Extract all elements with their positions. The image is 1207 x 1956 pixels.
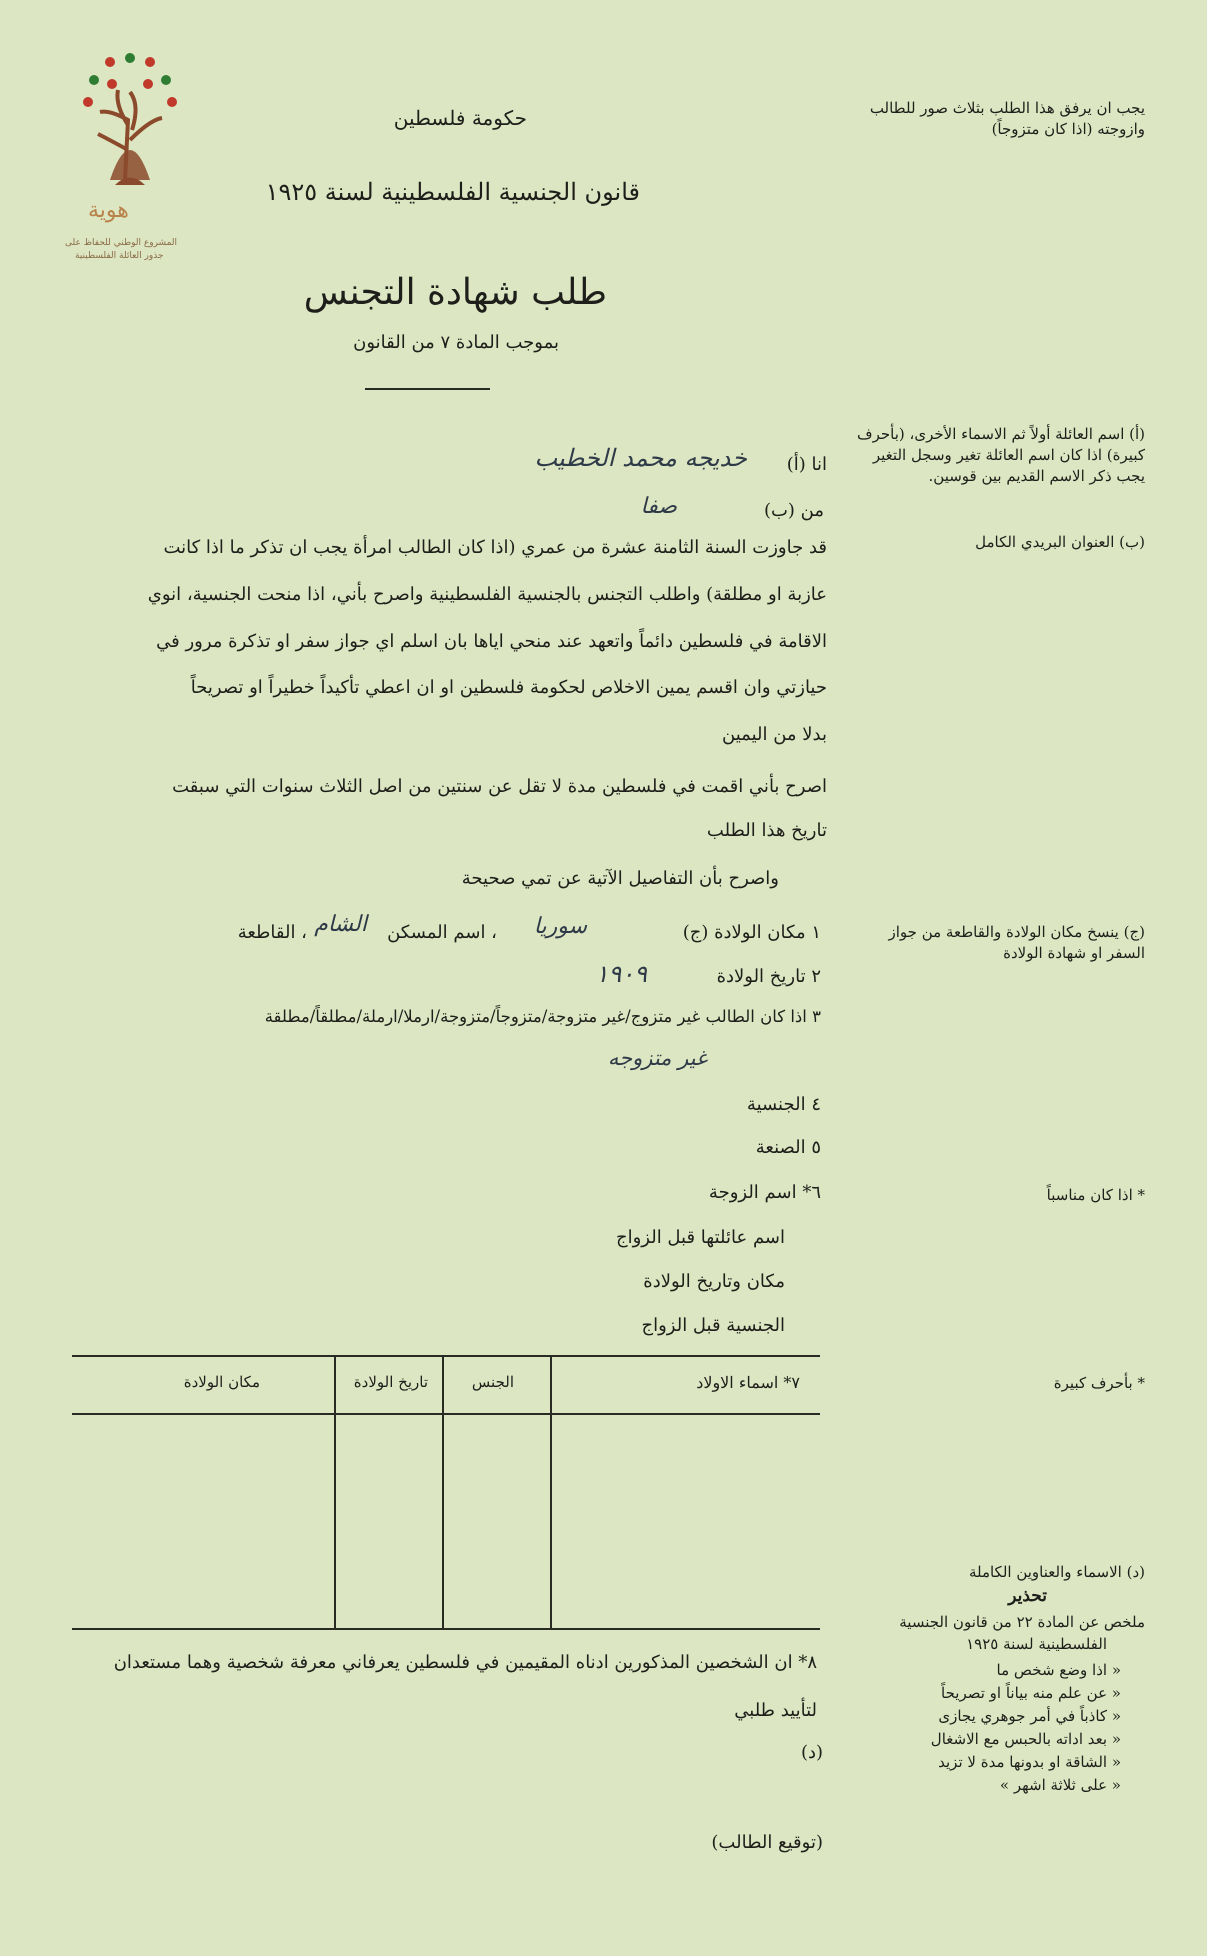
table-header-gender: الجنس: [471, 1373, 514, 1391]
item6c-label: الجنسية قبل الزواج: [641, 1315, 785, 1336]
header-law: قانون الجنسية الفلسطينية لسنة ١٩٢٥: [265, 178, 640, 206]
para1-line-4: حيازتي وان اقسم يمين الاخلاص لحكومة فلسطين او ان اعطي تأكيداً خطيراً او تصريحاً: [190, 677, 827, 698]
label-i-am: انا (أ): [786, 454, 827, 475]
item4-label: ٤ الجنسية: [746, 1094, 821, 1115]
handwritten-name: خديجه محمد الخطيب: [534, 444, 747, 472]
item8-line-1: ٨* ان الشخصين المذكورين ادناه المقيمين في فلسطين يعرفاني معرفة شخصية وهما مستعدان: [113, 1652, 817, 1673]
note-if-appropriate: * اذا كان مناسباً: [1046, 1186, 1145, 1204]
form-subtitle: بموجب المادة ٧ من القانون: [353, 332, 559, 353]
item1-residence-label: ، اسم المسكن: [387, 922, 497, 943]
para1-line-3: الاقامة في فلسطين دائماً واتعهد عند منحي اياها بان اسلم اي جواز سفر او تذكرة مرور في: [156, 631, 827, 652]
note-d: (د) الاسماء والعناوين الكاملة: [968, 1563, 1145, 1581]
para1-line-2: عازبة او مطلقة) واطلب التجنس بالجنسية الفلسطينية واصرح بأني، اذا منحت الجنسية، انوي: [147, 584, 827, 605]
handwritten-from: صفا: [640, 494, 677, 519]
warning-line-8: « على ثلاثة اشهر »: [999, 1776, 1121, 1794]
para1-line-1: قد جاوزت السنة الثامنة عشرة من عمري (اذا كان الطالب امرأة يجب ان تذكر ما اذا كانت: [163, 537, 827, 558]
para2-line-1: اصرح بأني اقمت في فلسطين مدة لا تقل عن سنتين من اصل الثلاث سنوات التي سبقت: [172, 776, 827, 797]
item8-d-mark: (د): [800, 1742, 823, 1763]
warning-line-4: « عن علم منه بياناً او تصريحاً: [941, 1684, 1121, 1702]
item1-label: ١ مكان الولادة (ج): [682, 922, 821, 943]
children-table: [72, 1355, 820, 1630]
warning-title: تحذير: [1008, 1586, 1047, 1606]
para3: واصرح بأن التفاصيل الآتية عن تمي صحيحة: [461, 868, 779, 889]
item5-label: ٥ الصنعة: [755, 1137, 821, 1158]
item1-handwritten-residence: الشام: [314, 912, 367, 937]
item3-handwritten: غير متزوجه: [607, 1046, 707, 1070]
table-header-birth-date: تاريخ الولادة: [353, 1373, 428, 1391]
warning-line-2: الفلسطينية لسنة ١٩٢٥: [966, 1635, 1107, 1653]
item8-line-2: لتأييد طلبي: [734, 1700, 817, 1721]
warning-line-3: « اذا وضع شخص ما: [996, 1661, 1121, 1679]
table-header-birth-place: مكان الولادة: [183, 1373, 260, 1391]
item6a-label: اسم عائلتها قبل الزواج: [615, 1227, 785, 1248]
warning-line-1: ملخص عن المادة ٢٢ من قانون الجنسية: [899, 1613, 1145, 1631]
logo-subtitle-1: المشروع الوطني للحفاظ على: [65, 238, 178, 248]
header-government: حكومة فلسطين: [393, 106, 527, 130]
note-c: (ج) ينسخ مكان الولادة والقاطعة من جواز السفر او شهادة الولادة: [888, 923, 1145, 962]
form-title: طلب شهادة التجنس: [303, 272, 607, 313]
item2-label: ٢ تاريخ الولادة: [716, 966, 821, 987]
note-capital: * بأحرف كبيرة: [1053, 1374, 1145, 1392]
warning-line-7: « الشاقة او بدونها مدة لا تزيد: [938, 1753, 1121, 1771]
warning-line-5: « كاذباً في أمر جوهري يجازى: [938, 1707, 1121, 1725]
note-b: (ب) العنوان البريدي الكامل: [975, 533, 1145, 551]
item2-handwritten: ١٩٠٩: [595, 960, 647, 988]
signature-label: (توقيع الطالب): [711, 1832, 823, 1853]
note-photos: يجب ان يرفق هذا الطلب بثلاث صور للطالب وازوجته (اذا كان متزوجاً): [869, 99, 1145, 138]
item1-district-label: ، القاطعة: [237, 922, 307, 943]
para2-line-2: تاريخ هذا الطلب: [706, 820, 827, 841]
item6-label: ٦* اسم الزوجة: [708, 1182, 821, 1203]
warning-line-6: « بعد اداته بالحبس مع الاشغال: [930, 1730, 1121, 1748]
header-divider: [365, 388, 490, 390]
logo-name: هوية: [88, 198, 129, 223]
logo-subtitle-2: جذور العائلة الفلسطينية: [75, 251, 164, 261]
note-a: (أ) اسم العائلة أولاً ثم الاسماء الأخرى، (بأحرف كبيرة) اذا كان اسم العائلة تغير وسجل التغير يجب ذكر الاسم القديم بين قوسين.: [857, 425, 1145, 485]
item1-handwritten: سوريا: [533, 914, 587, 939]
table-header-children-names: ٧* اسماء الاولاد: [696, 1373, 800, 1392]
item6b-label: مكان وتاريخ الولادة: [643, 1271, 785, 1292]
item3-label: ٣ اذا كان الطالب غير متزوج/غير متزوجة/متزوجاً/متزوجة/ارملا/ارملة/مطلقاً/مطلقة: [264, 1007, 821, 1026]
label-from: من (ب): [763, 500, 824, 521]
para1-line-5: بدلا من اليمين: [722, 724, 827, 745]
hawiya-logo: [65, 50, 190, 280]
